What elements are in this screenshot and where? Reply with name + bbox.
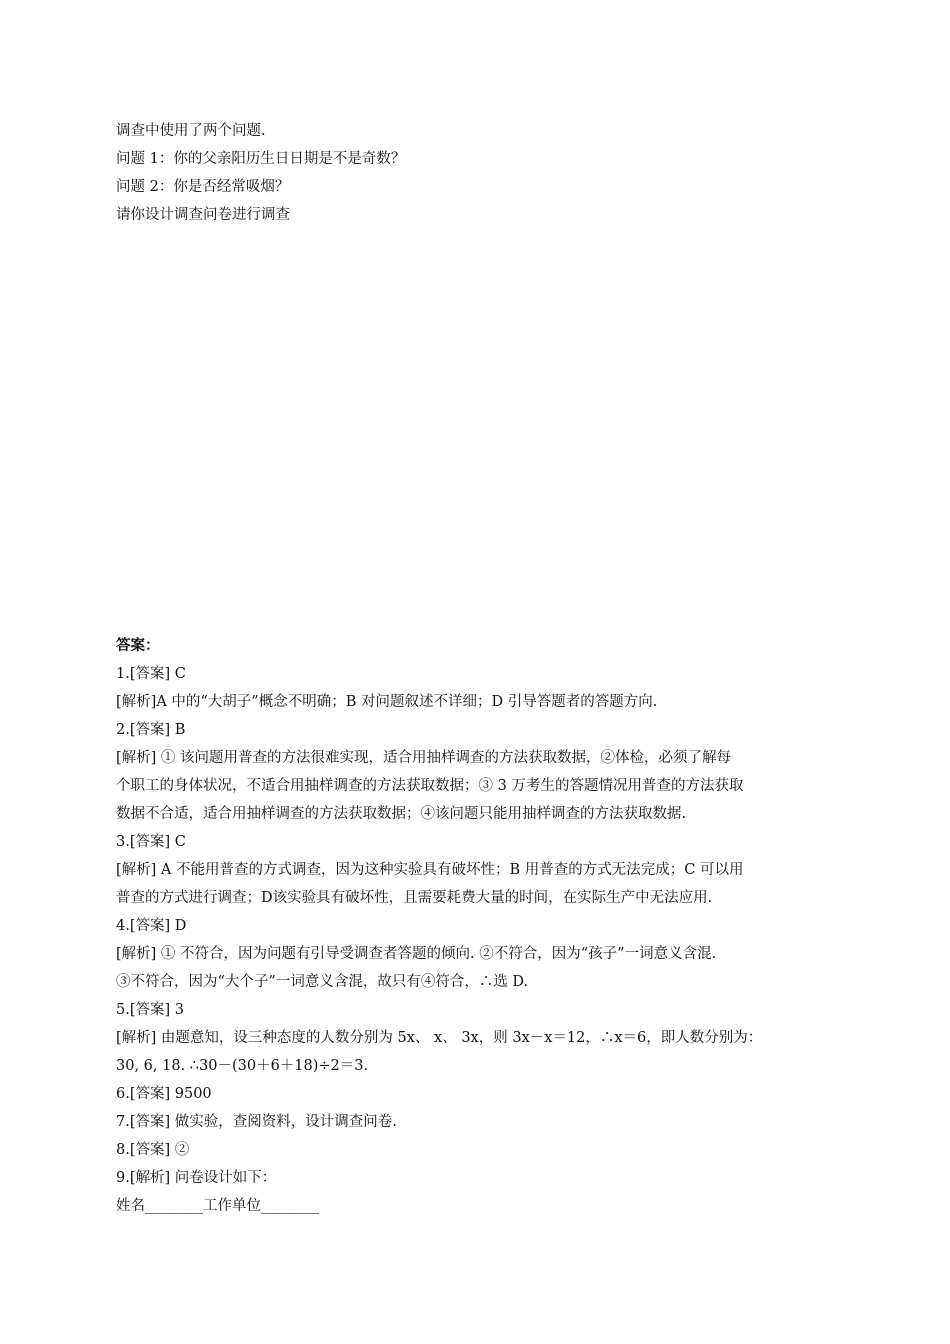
answer-8: 8.[答案] ② xyxy=(116,1142,190,1158)
answer-4-analysis-line-2: ③不符合，因为“大个子”一词意义含混，故只有④符合，∴选 D. xyxy=(116,974,529,990)
question-2: 问题 2：你是否经常吸烟？ xyxy=(116,179,290,195)
answer-4-analysis-line-1: [解析] ① 不符合，因为问题有引导受调查者答题的倾向. ②不符合，因为“孩子”一词意义含混. xyxy=(116,946,717,962)
answer-7: 7.[答案] 做实验，查阅资料，设计调查问卷. xyxy=(116,1114,397,1130)
answer-3-analysis-line-1: [解析] A 不能用普查的方式调查，因为这种实验具有破坏性；B 用普查的方式无法完成；C 可以用 xyxy=(116,862,744,878)
answer-4: 4.[答案] D xyxy=(116,918,187,934)
answer-5: 5.[答案] 3 xyxy=(116,1002,184,1018)
answer-1: 1.[答案] C xyxy=(116,666,186,682)
question-1: 问题 1：你的父亲阳历生日日期是不是奇数？ xyxy=(116,151,406,167)
answer-5-analysis-line-1: [解析] 由题意知，设三种态度的人数分别为 5x、 x、 3x，则 3x－x＝12，∴x＝6，即人数分别为： xyxy=(116,1030,763,1046)
answer-5-analysis-line-2: 30, 6, 18. ∴30－(30＋6＋18)÷2＝3. xyxy=(116,1058,369,1074)
answer-2-analysis-line-2: 个职工的身体状况，不适合用抽样调查的方法获取数据；③ 3 万考生的答题情况用普查的方法获取 xyxy=(116,778,744,794)
answer-2: 2.[答案] B xyxy=(116,722,186,738)
answer-2-analysis-line-3: 数据不合适，适合用抽样调查的方法获取数据；④该问题只能用抽样调查的方法获取数据. xyxy=(116,806,687,822)
answer-9: 9.[解析] 问卷设计如下： xyxy=(116,1170,277,1186)
answers-heading: 答案： xyxy=(116,638,160,654)
answer-6: 6.[答案] 9500 xyxy=(116,1086,212,1102)
answer-3-analysis-line-2: 普查的方式进行调查；D该实验具有破坏性，且需要耗费大量的时间，在实际生产中无法应用. xyxy=(116,890,713,906)
answer-1-analysis: [解析]A 中的“大胡子”概念不明确；B 对问题叙述不详细；D 引导答题者的答题方向. xyxy=(116,694,658,710)
answer-3: 3.[答案] C xyxy=(116,834,186,850)
question-intro: 调查中使用了两个问题. xyxy=(116,123,266,139)
answer-2-analysis-line-1: [解析] ① 该问题用普查的方法很难实现，适合用抽样调查的方法获取数据，②体检，必须了解每 xyxy=(116,750,732,766)
form-name-workplace-line: 姓名________工作单位________ xyxy=(116,1198,319,1214)
question-task: 请你设计调查问卷进行调查 xyxy=(116,207,290,223)
